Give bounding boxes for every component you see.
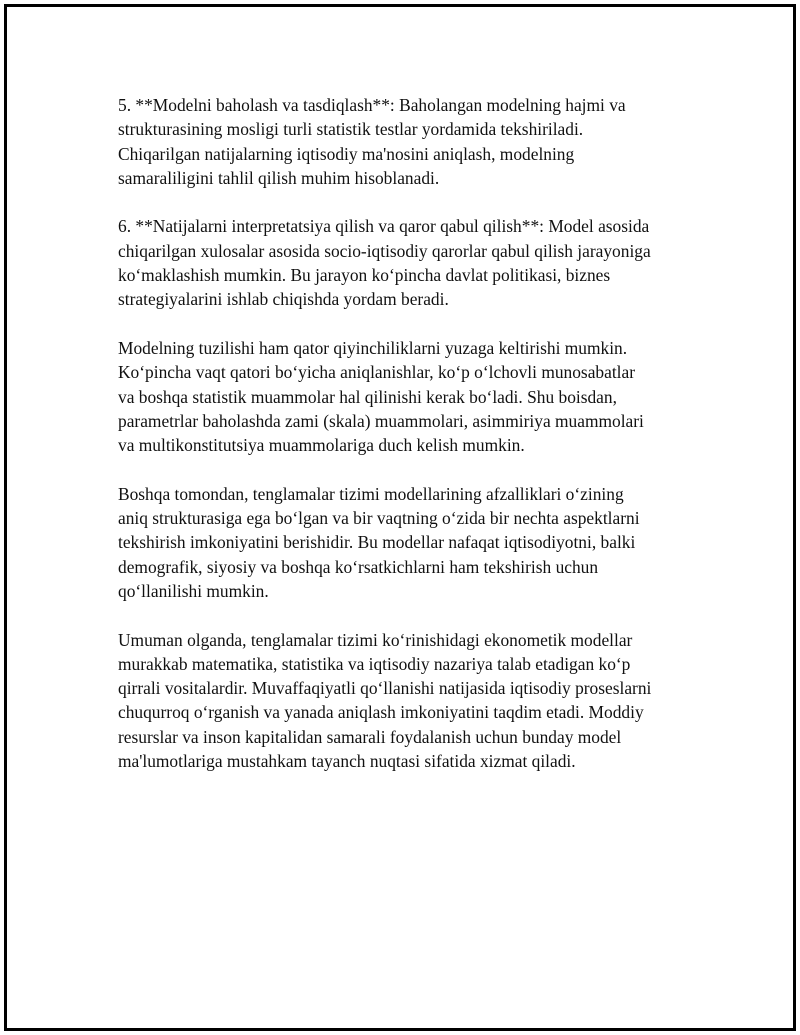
text-line: strukturasining mosligi turli statistik testlar yordamida tekshiriladi.: [118, 119, 584, 140]
text-line: demografik, siyosiy va boshqa ko‘rsatkichlarni ham tekshirish uchun: [118, 556, 599, 577]
text-line: chiqarilgan xulosalar asosida socio-iqtisodiy qarorlar qabul qilish jarayoniga: [118, 240, 651, 261]
text-line: va boshqa statistik muammolar hal qilinishi kerak bo‘ladi. Shu boisdan,: [118, 386, 617, 407]
text-line: chuqurroq o‘rganish va yanada aniqlash imkoniyatini taqdim etadi. Moddiy: [118, 702, 644, 723]
text-line: qo‘llanilishi mumkin.: [118, 580, 269, 601]
text-line: aniq strukturasiga ega bo‘lgan va bir vaqtning o‘zida bir nechta aspektlarni: [118, 508, 640, 529]
text-line: resurslar va inson kapitalidan samarali foydalanish uchun bunday model: [118, 726, 622, 747]
text-line: parametrlar baholashda zami (skala) muammolari, asimmiriya muammolari: [118, 410, 644, 431]
paragraph-results-interpretation: [118, 214, 698, 311]
text-line: va multikonstitutsiya muammolariga duch kelish mumkin.: [118, 435, 525, 456]
document-body: [118, 93, 698, 798]
paragraph-model-evaluation: [118, 93, 698, 190]
paragraph-conclusion: [118, 628, 698, 774]
text-line: ma'lumotlariga mustahkam tayanch nuqtasi sifatida xizmat qiladi.: [118, 751, 576, 772]
text-line: ko‘maklashish mumkin. Bu jarayon ko‘pincha davlat politikasi, biznes: [118, 265, 611, 286]
text-line: Umuman olganda, tenglamalar tizimi ko‘rinishidagi ekonometik modellar: [118, 629, 633, 650]
paragraph-model-advantages: [118, 482, 698, 603]
text-line: Ko‘pincha vaqt qatori bo‘yicha aniqlanishlar, ko‘p o‘lchovli munosabatlar: [118, 362, 636, 383]
text-line: 6. **Natijalarni interpretatsiya qilish va qaror qabul qilish**: Model asosida: [118, 216, 650, 237]
paragraph-model-difficulties: [118, 336, 698, 457]
text-line: tekshirish imkoniyatini berishidir. Bu modellar nafaqat iqtisodiyotni, balki: [118, 532, 636, 553]
text-line: Boshqa tomondan, tenglamalar tizimi modellarining afzalliklari o‘zining: [118, 483, 624, 504]
text-line: qirrali vositalardir. Muvaffaqiyatli qo‘llanishi natijasida iqtisodiy proseslarni: [118, 678, 652, 699]
text-line: murakkab matematika, statistika va iqtisodiy nazariya talab etadigan ko‘p: [118, 653, 631, 674]
text-line: samaraliligini tahlil qilish muhim hisoblanadi.: [118, 167, 440, 188]
text-line: strategiyalarini ishlab chiqishda yordam beradi.: [118, 289, 449, 310]
text-line: Modelning tuzilishi ham qator qiyinchiliklarni yuzaga keltirishi mumkin.: [118, 337, 628, 358]
text-line: 5. **Modelni baholash va tasdiqlash**: Baholangan modelning hajmi va: [118, 95, 626, 115]
text-line: Chiqarilgan natijalarning iqtisodiy ma'nosini aniqlash, modelning: [118, 143, 575, 164]
